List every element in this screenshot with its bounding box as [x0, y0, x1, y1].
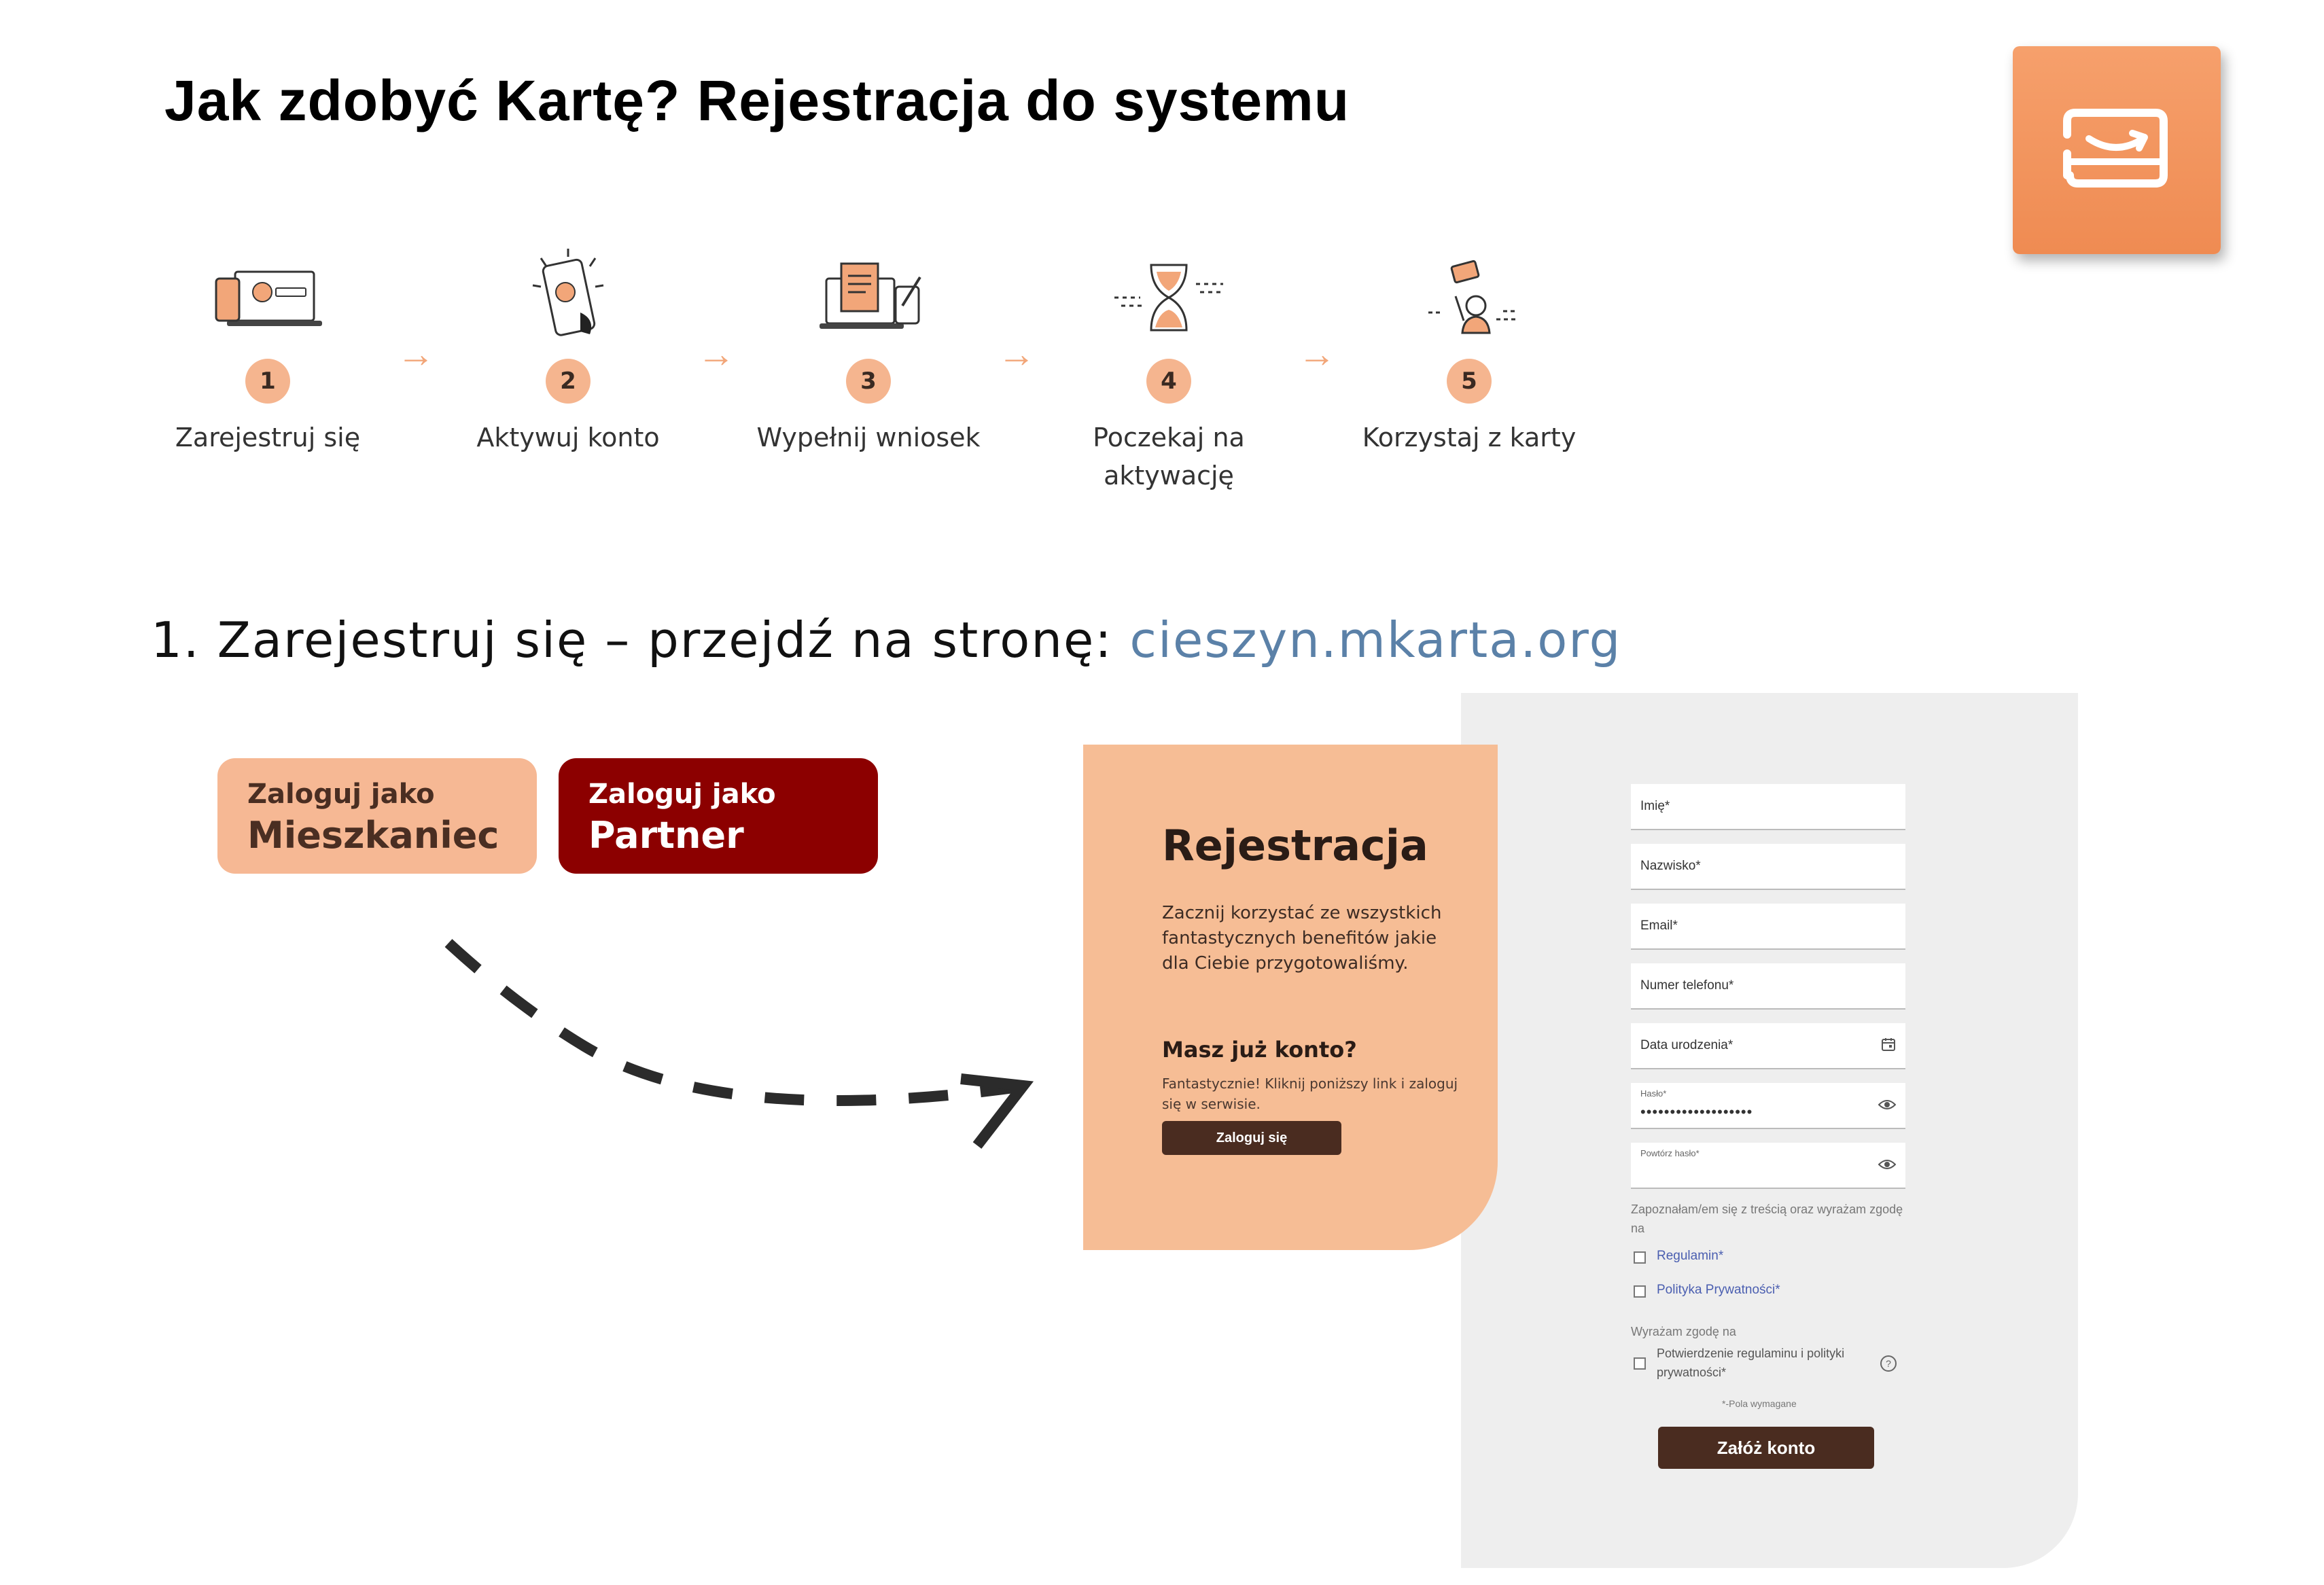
login-resident-button[interactable]	[217, 758, 537, 874]
button-line1: Zaloguj jako	[247, 779, 435, 810]
step-label: Poczekaj na aktywację	[1093, 423, 1245, 491]
field-label: Powtórz hasło*	[1640, 1148, 1700, 1158]
hourglass-icon	[1101, 245, 1237, 346]
consent-intro: Zapoznałam/em się z treścią oraz wyrażam zgodę na	[1631, 1203, 1903, 1235]
confirm-checkbox[interactable]	[1634, 1357, 1646, 1370]
person-card-icon	[1401, 245, 1537, 346]
arrow-right-icon: →	[397, 332, 435, 375]
field-label: Numer telefonu*	[1640, 978, 1734, 993]
email-field[interactable]	[1631, 904, 1905, 950]
first-name-field[interactable]	[1631, 784, 1905, 830]
step-number: 1	[245, 359, 290, 404]
create-account-button[interactable]: Załóż konto	[1658, 1427, 1874, 1469]
step-number: 2	[546, 359, 591, 404]
last-name-field[interactable]	[1631, 844, 1905, 890]
login-button[interactable]: Zaloguj się	[1162, 1121, 1341, 1155]
registration-description: Zacznij korzystać ze wszystkich fantastycznych benefitów jakie dla Ciebie przygotowaliśmy.	[1162, 903, 1442, 974]
step-number: 4	[1146, 359, 1191, 404]
step-5	[1354, 245, 1585, 457]
phone-field[interactable]	[1631, 963, 1905, 1010]
arrow-right-icon: →	[697, 332, 735, 375]
login-partner-button[interactable]	[559, 758, 878, 874]
calendar-icon[interactable]	[1881, 1037, 1896, 1056]
page-title: Jak zdobyć Kartę? Rejestracja do systemu	[164, 69, 1350, 132]
form-laptop-icon	[800, 245, 936, 346]
step-1	[152, 245, 383, 457]
privacy-checkbox[interactable]	[1634, 1285, 1646, 1298]
arrow-right-icon: →	[1298, 332, 1336, 375]
eye-icon[interactable]	[1878, 1156, 1896, 1175]
help-icon[interactable]	[1880, 1355, 1897, 1376]
step-label: Zarejestruj się	[175, 423, 361, 452]
button-line2: Partner	[588, 814, 744, 857]
eye-icon[interactable]	[1878, 1097, 1896, 1116]
button-line2: Mieszkaniec	[247, 814, 499, 857]
terms-checkbox[interactable]	[1634, 1251, 1646, 1264]
terms-link[interactable]: Regulamin*	[1657, 1249, 1724, 1263]
field-label: Email*	[1640, 919, 1678, 933]
step-label: Aktywuj konto	[476, 423, 660, 452]
step-label: Korzystaj z karty	[1362, 423, 1577, 452]
consent2-intro: Wyrażam zgodę na	[1631, 1325, 1736, 1338]
step-label: Wypełnij wniosek	[756, 423, 981, 452]
have-account-description: Fantastycznie! Kliknij poniższy link i zaloguj się w serwisie.	[1162, 1075, 1458, 1112]
instruction-text	[151, 611, 1621, 669]
site-link[interactable]: cieszyn.mkarta.org	[1129, 611, 1622, 669]
instruction-label: 1. Zarejestruj się – przejdź na stronę:	[151, 611, 1130, 669]
card-swap-icon	[2013, 46, 2221, 254]
step-number: 3	[846, 359, 891, 404]
confirm-label: Potwierdzenie regulaminu i polityki prywatności*	[1657, 1347, 1845, 1379]
step-3	[753, 245, 984, 457]
field-label: Data urodzenia*	[1640, 1038, 1733, 1052]
dashed-arrow-icon	[435, 931, 1046, 1165]
have-account-heading: Masz już konto?	[1162, 1037, 1357, 1063]
required-note: *-Pola wymagane	[1722, 1398, 1797, 1409]
phone-tap-icon	[500, 245, 636, 346]
privacy-link[interactable]: Polityka Prywatności*	[1657, 1283, 1780, 1297]
repeat-password-field[interactable]	[1631, 1143, 1905, 1189]
step-2	[453, 245, 684, 457]
field-label: Nazwisko*	[1640, 859, 1701, 873]
button-line1: Zaloguj jako	[588, 779, 776, 810]
registration-title: Rejestracja	[1162, 821, 1428, 870]
svg-text:?: ?	[1886, 1358, 1891, 1369]
step-4	[1053, 245, 1284, 495]
password-value: •••••••••••••••••••	[1640, 1103, 1753, 1120]
field-label: Imię*	[1640, 799, 1670, 813]
birthdate-field[interactable]	[1631, 1023, 1905, 1069]
laptop-phone-icon	[200, 245, 336, 346]
step-number: 5	[1447, 359, 1492, 404]
password-field[interactable]	[1631, 1083, 1905, 1129]
field-label: Hasło*	[1640, 1088, 1667, 1099]
arrow-right-icon: →	[998, 332, 1036, 375]
